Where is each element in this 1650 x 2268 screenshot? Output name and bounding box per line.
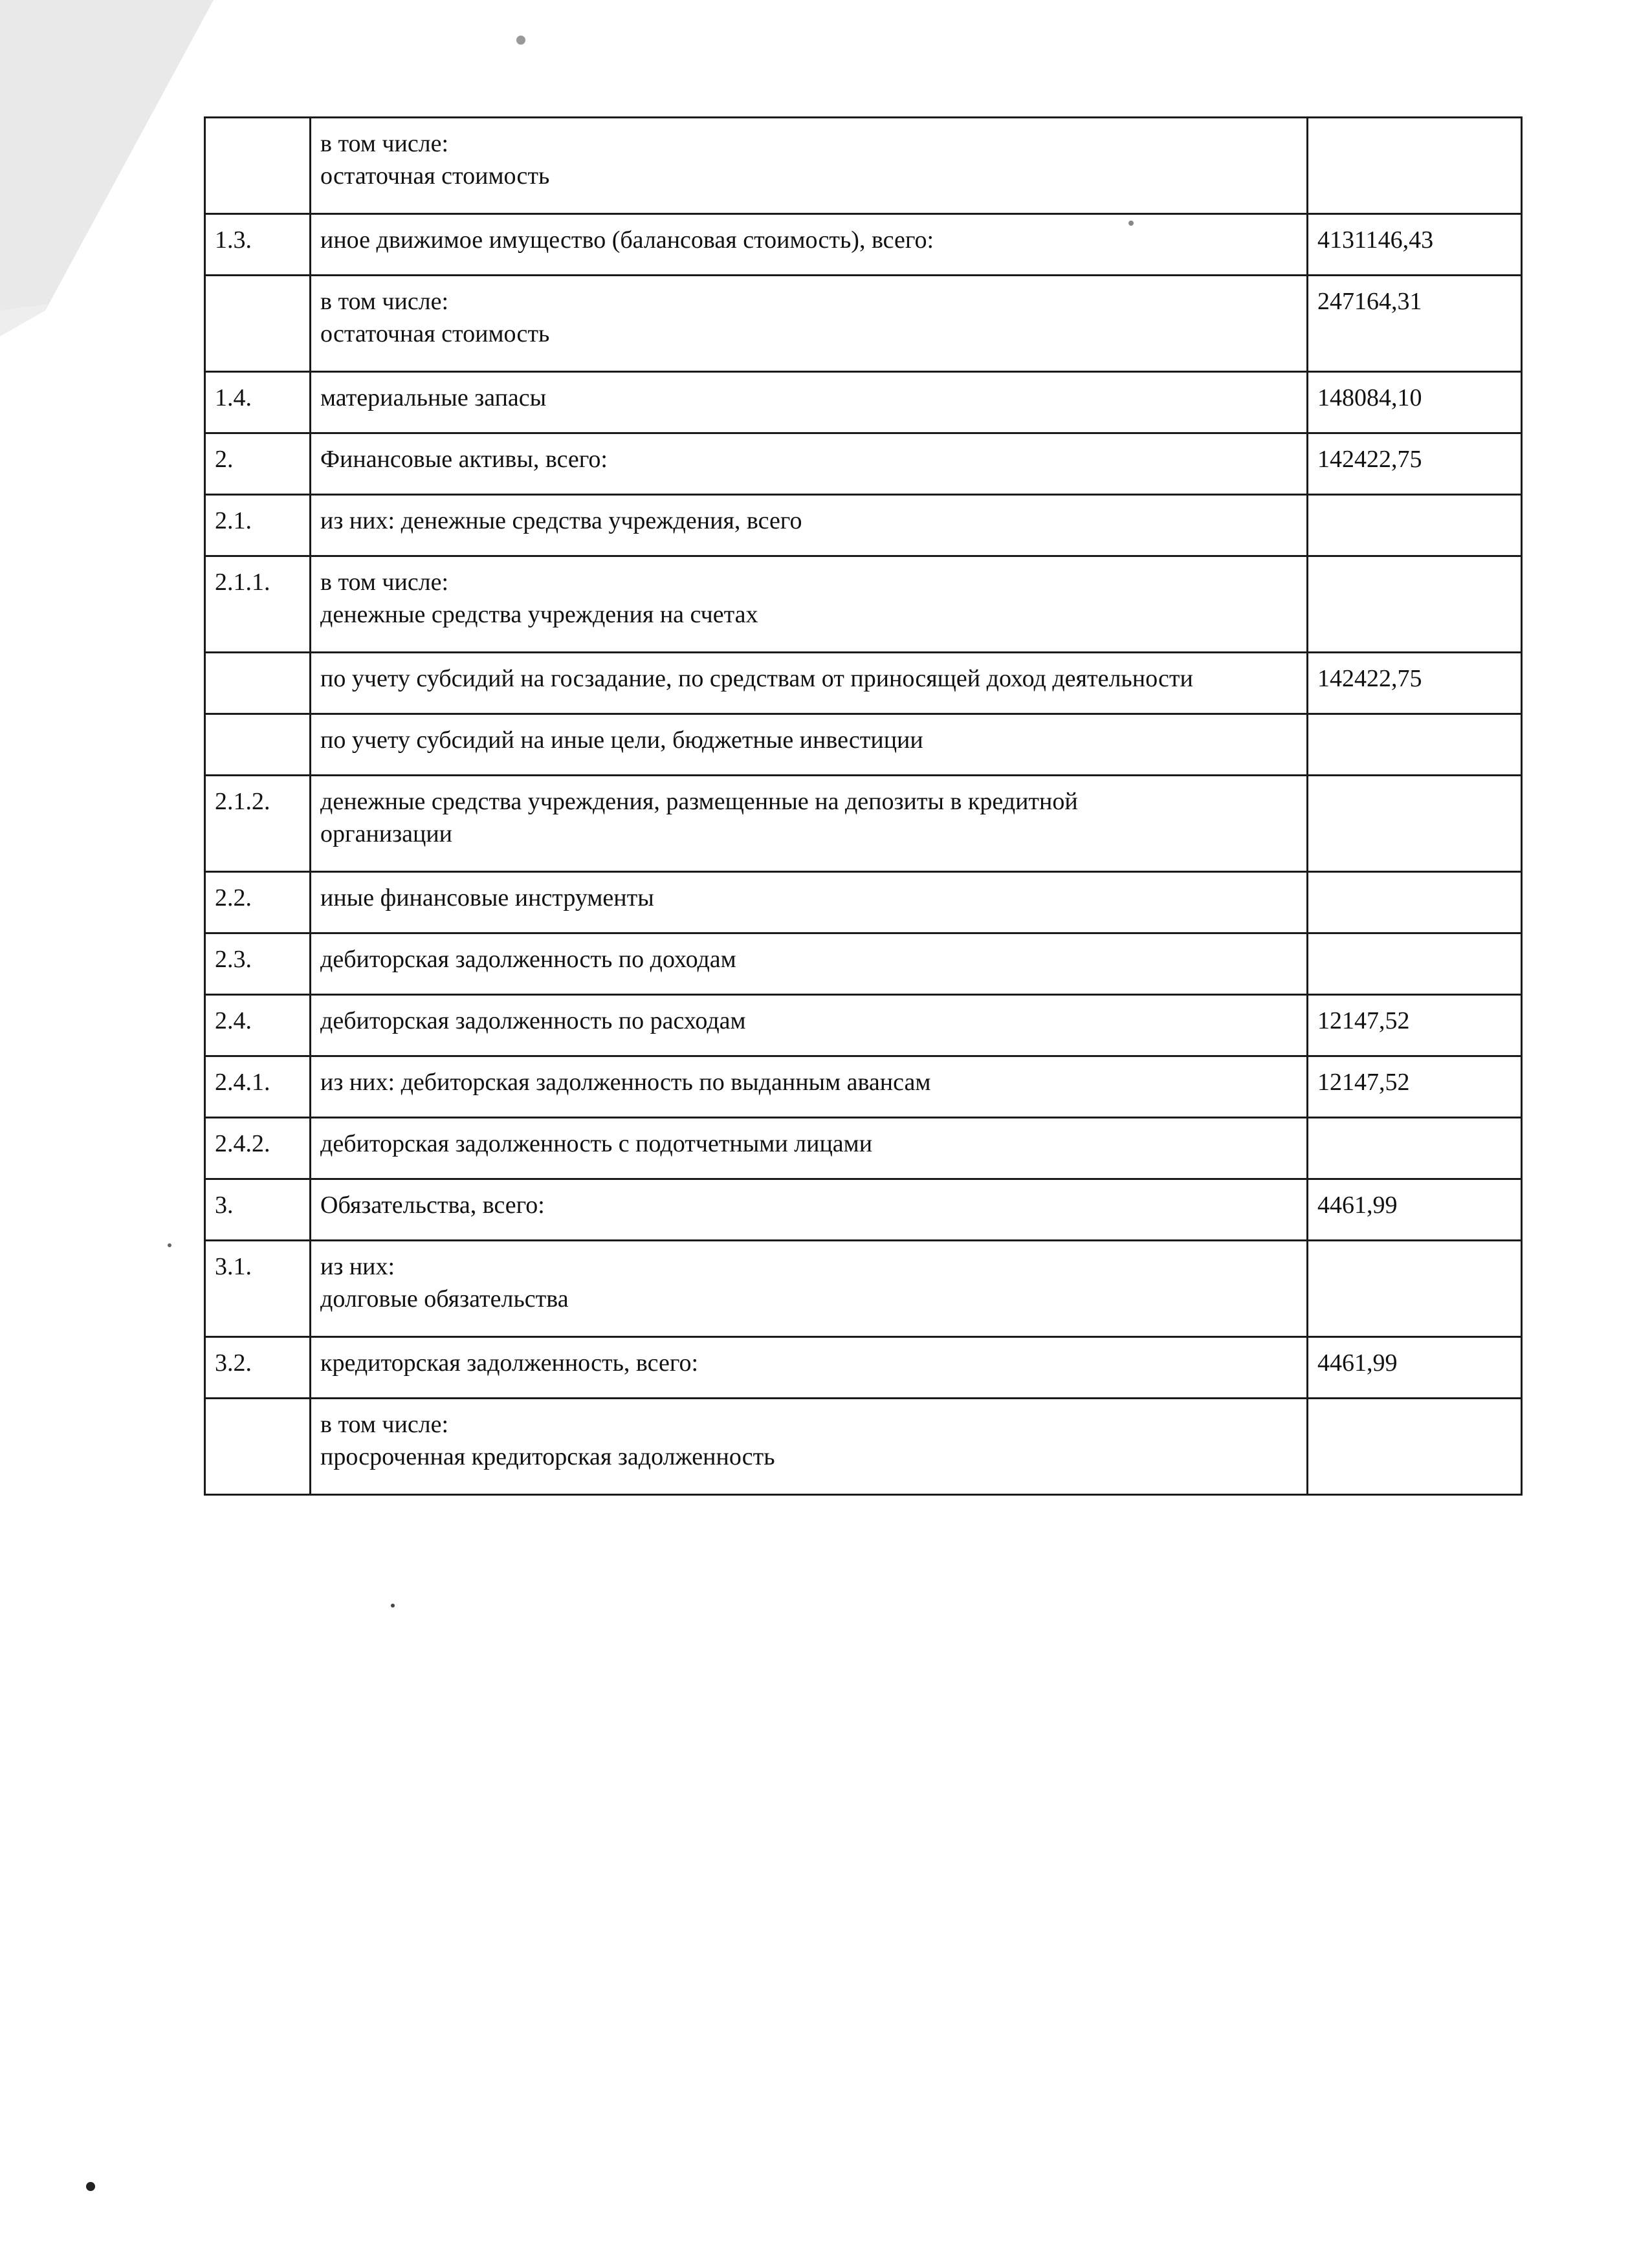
description-line: дебиторская задолженность по расходам — [320, 1007, 746, 1034]
table-row — [205, 714, 1522, 776]
row-number-cell: 2.3. — [205, 933, 311, 995]
row-value-cell — [1308, 776, 1522, 872]
row-description-cell — [311, 872, 1308, 933]
row-value-cell: 4461,99 — [1308, 1337, 1522, 1399]
table-row — [205, 276, 1522, 372]
description-line: остаточная стоимость — [320, 162, 550, 190]
row-description-cell — [311, 776, 1308, 872]
row-value-cell — [1308, 933, 1522, 995]
row-number-cell — [205, 118, 311, 214]
row-number-cell: 2.4.1. — [205, 1056, 311, 1118]
table-row — [205, 776, 1522, 872]
row-value-cell: 142422,75 — [1308, 653, 1522, 714]
description-line: из них: денежные средства учреждения, всего — [320, 507, 802, 534]
row-description-cell — [311, 433, 1308, 495]
row-number-cell: 3.2. — [205, 1337, 311, 1399]
row-number-cell: 2.4. — [205, 995, 311, 1056]
row-value-cell — [1308, 1399, 1522, 1495]
row-number-cell — [205, 653, 311, 714]
description-line: дебиторская задолженность с подотчетными лицами — [320, 1130, 873, 1157]
row-number-cell — [205, 1399, 311, 1495]
description-line: по учету субсидий на госзадание, по средствам от приносящей доход деятельности — [320, 665, 1193, 692]
row-value-cell: 4461,99 — [1308, 1179, 1522, 1241]
table-row — [205, 995, 1522, 1056]
row-description-cell — [311, 556, 1308, 653]
description-line: долговые обязательства — [320, 1285, 569, 1313]
row-description-cell — [311, 1337, 1308, 1399]
row-description-cell — [311, 653, 1308, 714]
row-description-cell — [311, 372, 1308, 433]
financial-indicators-table — [204, 116, 1523, 1496]
table-row — [205, 1241, 1522, 1337]
description-line: иные финансовые инструменты — [320, 884, 654, 911]
table-row — [205, 1118, 1522, 1179]
row-number-cell: 3. — [205, 1179, 311, 1241]
row-value-cell: 12147,52 — [1308, 995, 1522, 1056]
description-line: просроченная кредиторская задолженность — [320, 1443, 775, 1471]
row-value-cell: 148084,10 — [1308, 372, 1522, 433]
row-value-cell: 4131146,43 — [1308, 214, 1522, 276]
row-number-cell — [205, 714, 311, 776]
description-line: в том числе: — [320, 569, 449, 596]
row-number-cell: 2.2. — [205, 872, 311, 933]
row-value-cell: 142422,75 — [1308, 433, 1522, 495]
table-row — [205, 433, 1522, 495]
row-value-cell: 12147,52 — [1308, 1056, 1522, 1118]
row-number-cell: 1.4. — [205, 372, 311, 433]
row-value-cell — [1308, 556, 1522, 653]
row-description-cell — [311, 1399, 1308, 1495]
row-value-cell — [1308, 1241, 1522, 1337]
row-description-cell — [311, 995, 1308, 1056]
description-line: из них: дебиторская задолженность по выданным авансам — [320, 1069, 931, 1096]
description-line: кредиторская задолженность, всего: — [320, 1349, 699, 1377]
row-description-cell — [311, 214, 1308, 276]
description-line: остаточная стоимость — [320, 320, 550, 348]
table-row — [205, 933, 1522, 995]
row-value-cell — [1308, 495, 1522, 556]
row-value-cell — [1308, 714, 1522, 776]
table-row — [205, 1337, 1522, 1399]
description-line: дебиторская задолженность по доходам — [320, 946, 736, 973]
row-number-cell: 2.1.1. — [205, 556, 311, 653]
row-description-cell — [311, 495, 1308, 556]
description-line: денежные средства учреждения на счетах — [320, 601, 758, 629]
row-description-cell — [311, 276, 1308, 372]
table-row — [205, 556, 1522, 653]
description-line: организации — [320, 820, 453, 848]
table-row — [205, 495, 1522, 556]
table-row — [205, 872, 1522, 933]
row-number-cell — [205, 276, 311, 372]
row-value-cell: 247164,31 — [1308, 276, 1522, 372]
row-number-cell: 2. — [205, 433, 311, 495]
table-row — [205, 118, 1522, 214]
row-description-cell — [311, 933, 1308, 995]
description-line: денежные средства учреждения, размещенные на депозиты в кредитной — [320, 788, 1078, 815]
description-line: в том числе: — [320, 288, 449, 315]
table-row — [205, 372, 1522, 433]
description-line: по учету субсидий на иные цели, бюджетные инвестиции — [320, 726, 923, 754]
table-row — [205, 1399, 1522, 1495]
description-line: Финансовые активы, всего: — [320, 446, 608, 473]
row-number-cell: 2.4.2. — [205, 1118, 311, 1179]
row-description-cell — [311, 1118, 1308, 1179]
table-row — [205, 653, 1522, 714]
row-description-cell — [311, 118, 1308, 214]
row-number-cell: 2.1. — [205, 495, 311, 556]
table-row — [205, 1056, 1522, 1118]
row-value-cell — [1308, 1118, 1522, 1179]
description-line: из них: — [320, 1253, 395, 1280]
table-row — [205, 1179, 1522, 1241]
row-number-cell: 2.1.2. — [205, 776, 311, 872]
financial-table-container — [204, 116, 1508, 1496]
row-description-cell — [311, 1056, 1308, 1118]
row-value-cell — [1308, 872, 1522, 933]
row-number-cell: 1.3. — [205, 214, 311, 276]
table-row — [205, 214, 1522, 276]
table-body — [205, 118, 1522, 1495]
row-description-cell — [311, 714, 1308, 776]
row-number-cell: 3.1. — [205, 1241, 311, 1337]
row-value-cell — [1308, 118, 1522, 214]
description-line: Обязательства, всего: — [320, 1192, 545, 1219]
row-description-cell — [311, 1241, 1308, 1337]
description-line: иное движимое имущество (балансовая стоимость), всего: — [320, 226, 934, 254]
description-line: в том числе: — [320, 1411, 449, 1438]
row-description-cell — [311, 1179, 1308, 1241]
description-line: материальные запасы — [320, 384, 547, 411]
description-line: в том числе: — [320, 130, 449, 157]
